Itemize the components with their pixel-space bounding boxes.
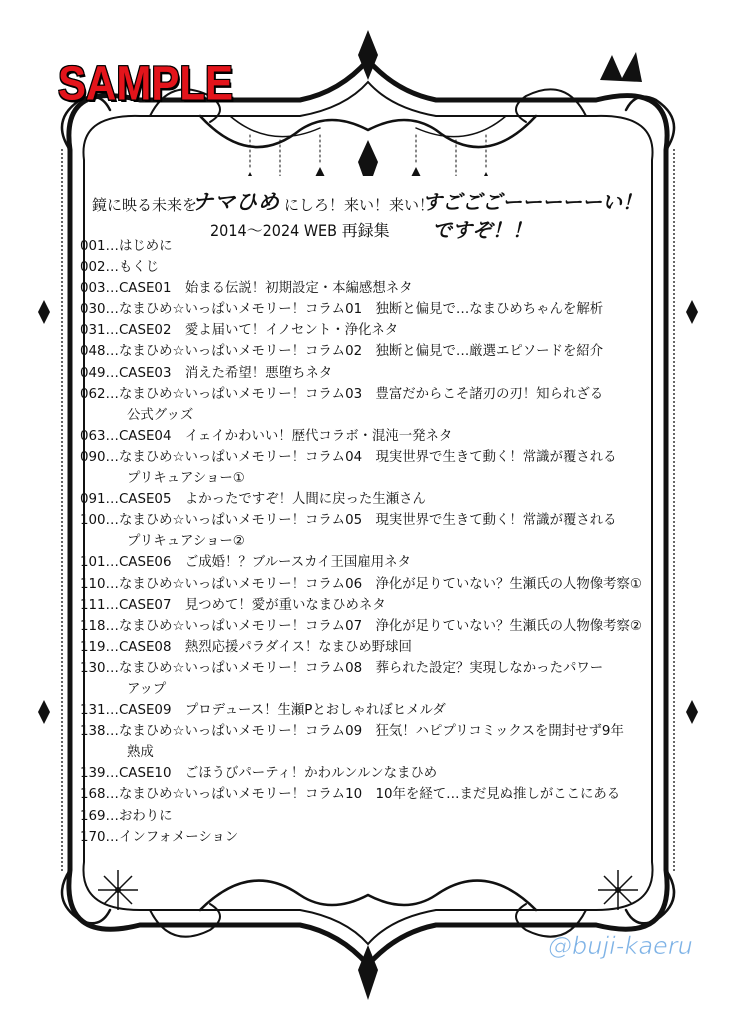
toc-entry-text: 003…CASE01 始まる伝説！初期設定・本編感想ネタ bbox=[80, 281, 413, 297]
toc-entry-text: 062…なまひめ☆いっぱいメモリー！コラム03 豊富だからこそ諸刃の刃！知られざる bbox=[80, 386, 604, 402]
toc-entry-text: 130…なまひめ☆いっぱいメモリー！コラム08 葬られた設定？実現しなかったパワー bbox=[80, 660, 604, 676]
toc-entry bbox=[80, 341, 680, 362]
toc-entry-text: 110…なまひめ☆いっぱいメモリー！コラム06 浄化が足りていない？生瀬氏の人物像考察① bbox=[80, 576, 642, 592]
title-line2-shout: ですぞ！！ bbox=[432, 218, 532, 242]
toc-entry bbox=[80, 784, 680, 805]
toc-entry bbox=[80, 637, 680, 658]
toc-entry bbox=[80, 447, 680, 489]
toc-entry-text: 119…CASE08 熱烈応援パラダイス！なまひめ野球回 bbox=[80, 639, 412, 655]
toc-entry bbox=[80, 257, 680, 278]
toc-entry-text: 111…CASE07 見つめて！愛が重いなまひめネタ bbox=[80, 597, 386, 613]
toc-entry bbox=[80, 827, 680, 848]
toc-entry bbox=[80, 320, 680, 341]
toc-entry-continuation: プリキュアショー① bbox=[127, 471, 245, 487]
toc-entry bbox=[80, 510, 680, 552]
title-line2-years: 2014～2024 WEB 再録集 bbox=[210, 221, 390, 240]
toc-entry bbox=[80, 700, 680, 721]
toc-entry-text: 030…なまひめ☆いっぱいメモリー！コラム01 独断と偏見で…なまひめちゃんを解析 bbox=[80, 302, 604, 318]
toc-entry-text: 001…はじめに bbox=[80, 239, 173, 254]
toc-entry bbox=[80, 299, 680, 320]
title-block bbox=[92, 186, 652, 242]
toc-entry-text: 091…CASE05 よかったですぞ！人間に戻った生瀬さん bbox=[80, 492, 426, 508]
toc-entry bbox=[80, 384, 680, 426]
toc-entry-text: 101…CASE06 ご成婚！？ブルースカイ王国雇用ネタ bbox=[80, 555, 411, 571]
toc-entry-continuation: アップ bbox=[127, 681, 167, 697]
toc-entry-text: 063…CASE04 イェイかわいい！歴代コラボ・混沌一発ネタ bbox=[80, 428, 453, 444]
toc-entry-text: 090…なまひめ☆いっぱいメモリー！コラム04 現実世界で生きて動く！常識が覆される bbox=[80, 449, 617, 465]
title-line1-emphasis: ナマひめ bbox=[192, 190, 280, 214]
toc-entry-continuation: 熟成 bbox=[127, 745, 154, 761]
sample-watermark: SAMPLE bbox=[58, 56, 234, 111]
toc-entry-text: 031…CASE02 愛よ届いて！イノセント・浄化ネタ bbox=[80, 323, 399, 339]
toc-entry-text: 138…なまひめ☆いっぱいメモリー！コラム09 狂気！ハピプリコミックスを開封せず9年 bbox=[80, 724, 624, 740]
toc-entry bbox=[80, 236, 680, 257]
title-line1-prefix: 鏡に映る未来を bbox=[92, 196, 198, 214]
toc-entry-text: 170…インフォメーション bbox=[80, 829, 239, 845]
toc-entry-text: 100…なまひめ☆いっぱいメモリー！コラム05 現実世界で生きて動く！常識が覆される bbox=[80, 513, 617, 529]
toc-entry bbox=[80, 806, 680, 827]
toc-entry bbox=[80, 763, 680, 784]
toc-entry bbox=[80, 489, 680, 510]
toc-entry bbox=[80, 363, 680, 384]
toc-entry-text: 049…CASE03 消えた希望！悪堕ちネタ bbox=[80, 365, 333, 381]
toc-entry bbox=[80, 574, 680, 595]
toc-entry-text: 118…なまひめ☆いっぱいメモリー！コラム07 浄化が足りていない？生瀬氏の人物像考察② bbox=[80, 618, 642, 634]
artist-handle: @buji-kaeru bbox=[548, 932, 693, 960]
toc-entry bbox=[80, 616, 680, 637]
table-of-contents bbox=[80, 236, 680, 848]
toc-entry-text: 168…なまひめ☆いっぱいメモリー！コラム10 10年を経て…まだ見ぬ推しがここにある bbox=[80, 787, 621, 803]
toc-entry-text: 048…なまひめ☆いっぱいメモリー！コラム02 独断と偏見で…厳選エピソードを紹介 bbox=[80, 344, 604, 360]
toc-entry bbox=[80, 552, 680, 573]
toc-entry bbox=[80, 721, 680, 763]
toc-entry-text: 169…おわりに bbox=[80, 808, 173, 824]
toc-entry bbox=[80, 426, 680, 447]
toc-entry-text: 002…もくじ bbox=[80, 260, 160, 276]
toc-entry bbox=[80, 658, 680, 700]
toc-entry bbox=[80, 278, 680, 299]
title-line1-middle: にしろ！来い！来い！ bbox=[284, 196, 435, 214]
toc-entry bbox=[80, 595, 680, 616]
toc-entry-text: 131…CASE09 プロデュース！生瀬Pとおしゃれぼヒメルダ bbox=[80, 703, 446, 719]
toc-entry-text: 139…CASE10 ごほうびパーティ！かわルンルンなまひめ bbox=[80, 766, 438, 782]
toc-entry-continuation: 公式グッズ bbox=[127, 407, 194, 423]
toc-entry-continuation: プリキュアショー② bbox=[127, 534, 245, 550]
title-line1-shout: すごごごーーーーーい！ bbox=[422, 190, 642, 214]
